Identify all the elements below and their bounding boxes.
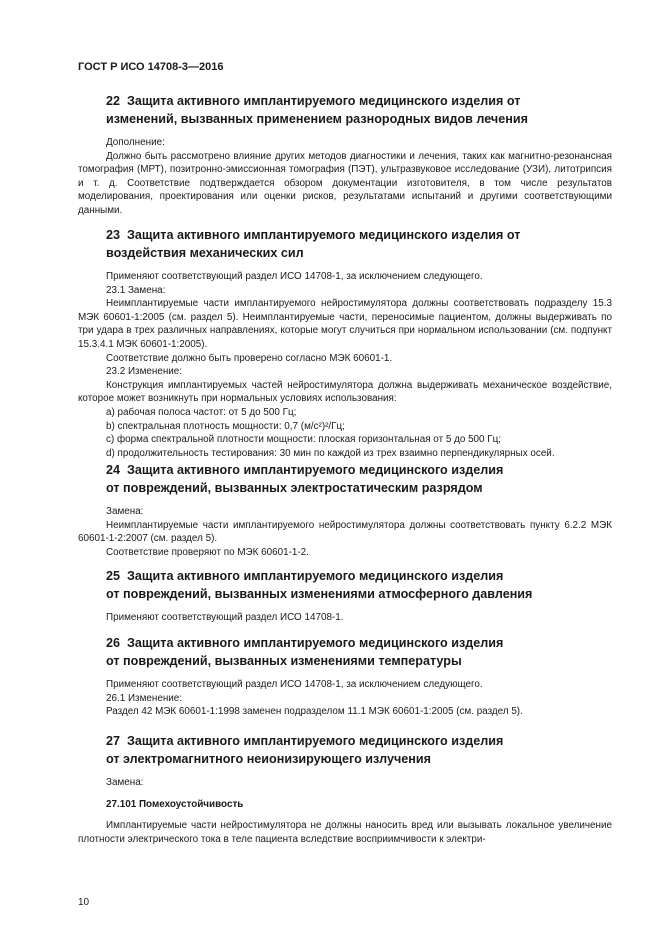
subsection-title: 27.101 Помехоустойчивость: [106, 798, 244, 810]
paragraph: Неимплантируемые части имплантируемого нейростимулятора должны соответствовать подразделу 15.3 МЭК 60601-1:2005 (см. раздел 5). Неимплантируемые части, переносимые пациентом, должны выдерживать по три удара в трех различных направлениях, которые могут случиться при нормальном использовании (см. подпункт 15.3.4.1 МЭК 60601-1:2005).: [78, 298, 612, 350]
list-item: b) спектральная плотность мощности: 0,7 (м/с²)²/Гц;: [106, 420, 345, 432]
paragraph: Соответствие проверяют по МЭК 60601-1-2.: [106, 546, 309, 558]
section-title: [106, 634, 612, 652]
section-title-line2: от повреждений, вызванных электростатическим разрядом: [106, 481, 483, 495]
section-title: [106, 226, 612, 244]
paragraph: 23.2 Изменение:: [106, 366, 183, 378]
page-number: 10: [78, 897, 90, 908]
section-title-line1: Защита активного имплантируемого медицинского изделия от: [127, 94, 521, 108]
paragraph: Имплантируемые части нейростимулятора не должны наносить вред или вызывать локальное увеличение плотности электрического тока в теле пациента вследствие восприимчивости к электри-: [78, 820, 612, 845]
section-title-line1: Защита активного имплантируемого медицинского изделия: [127, 734, 504, 748]
section-title-line2: от повреждений, вызванных изменениями атмосферного давления: [106, 587, 533, 601]
list-item: c) форма спектральной плотности мощности: плоская горизонтальная от 5 до 500 Гц;: [106, 434, 502, 446]
section-27: [78, 732, 612, 846]
section-title: [106, 92, 612, 110]
paragraph: Замена:: [106, 777, 144, 788]
paragraph: 26.1 Изменение:: [106, 692, 183, 704]
section-number: 23: [106, 228, 121, 242]
paragraph: Соответствие должно быть проверено согласно МЭК 60601-1.: [106, 352, 393, 364]
section-title-line2: воздействия механических сил: [106, 246, 304, 260]
paragraph: Применяют соответствующий раздел ИСО 14708-1.: [106, 612, 344, 623]
section-title-line1: Защита активного имплантируемого медицинского изделия: [127, 569, 504, 583]
section-26: [78, 634, 612, 719]
section-23: [78, 226, 612, 460]
section-24: [78, 461, 612, 559]
paragraph: Дополнение:: [106, 137, 165, 148]
section-number: 27: [106, 734, 121, 748]
paragraph: Должно быть рассмотрено влияние других методов диагностики и лечения, таких как магнитно-резонансная томография (МРТ), позитронно-эмиссионная томография (ПЭТ), ультразвуковое исследование (УЗИ), литотрипсия и т. д. Соответствие подтверждается обзором документации изготовителя, в том числе результатов моделирования, проектирования или оценки рисков, результатами испытаний и другими соответствующими данными.: [78, 150, 612, 216]
list-item: a) рабочая полоса частот: от 5 до 500 Гц;: [106, 406, 297, 418]
paragraph: 23.1 Замена:: [106, 284, 166, 296]
section-title: [106, 461, 612, 479]
section-title: [106, 567, 612, 585]
paragraph: Конструкция имплантируемых частей нейростимулятора должна выдерживать механическое воздействие, которое может возникнуть при нормальных условиях использования:: [78, 379, 612, 405]
document-header: ГОСТ Р ИСО 14708-3—2016: [78, 61, 224, 73]
paragraph: Раздел 42 МЭК 60601-1:1998 заменен подразделом 11.1 МЭК 60601-1:2005 (см. раздел 5).: [106, 706, 523, 718]
section-title-line2: изменений, вызванных применением разнородных видов лечения: [106, 112, 528, 126]
list-item: d) продолжительность тестирования: 30 мин по каждой из трех взаимно перпендикулярных осей.: [106, 447, 555, 459]
section-title-line1: Защита активного имплантируемого медицинского изделия: [127, 463, 504, 477]
paragraph: Применяют соответствующий раздел ИСО 14708-1, за исключением следующего.: [106, 271, 483, 282]
section-number: 25: [106, 569, 121, 583]
section-title-line2: от повреждений, вызванных изменениями температуры: [106, 654, 462, 668]
section-number: 22: [106, 94, 121, 108]
paragraph: Замена:: [106, 506, 144, 517]
paragraph: Применяют соответствующий раздел ИСО 14708-1, за исключением следующего.: [106, 679, 483, 690]
section-title-line2: от электромагнитного неионизирующего излучения: [106, 752, 431, 766]
section-number: 26: [106, 636, 121, 650]
section-number: 24: [106, 463, 121, 477]
section-title: [106, 732, 612, 750]
section-22: [78, 92, 612, 218]
section-title-line1: Защита активного имплантируемого медицинского изделия от: [127, 228, 521, 242]
section-title-line1: Защита активного имплантируемого медицинского изделия: [127, 636, 504, 650]
paragraph: Неимплантируемые части имплантируемого нейростимулятора должны соответствовать пункту 6.2.2 МЭК 60601-1-2:2007 (см. раздел 5).: [78, 519, 612, 545]
section-25: [78, 567, 612, 625]
